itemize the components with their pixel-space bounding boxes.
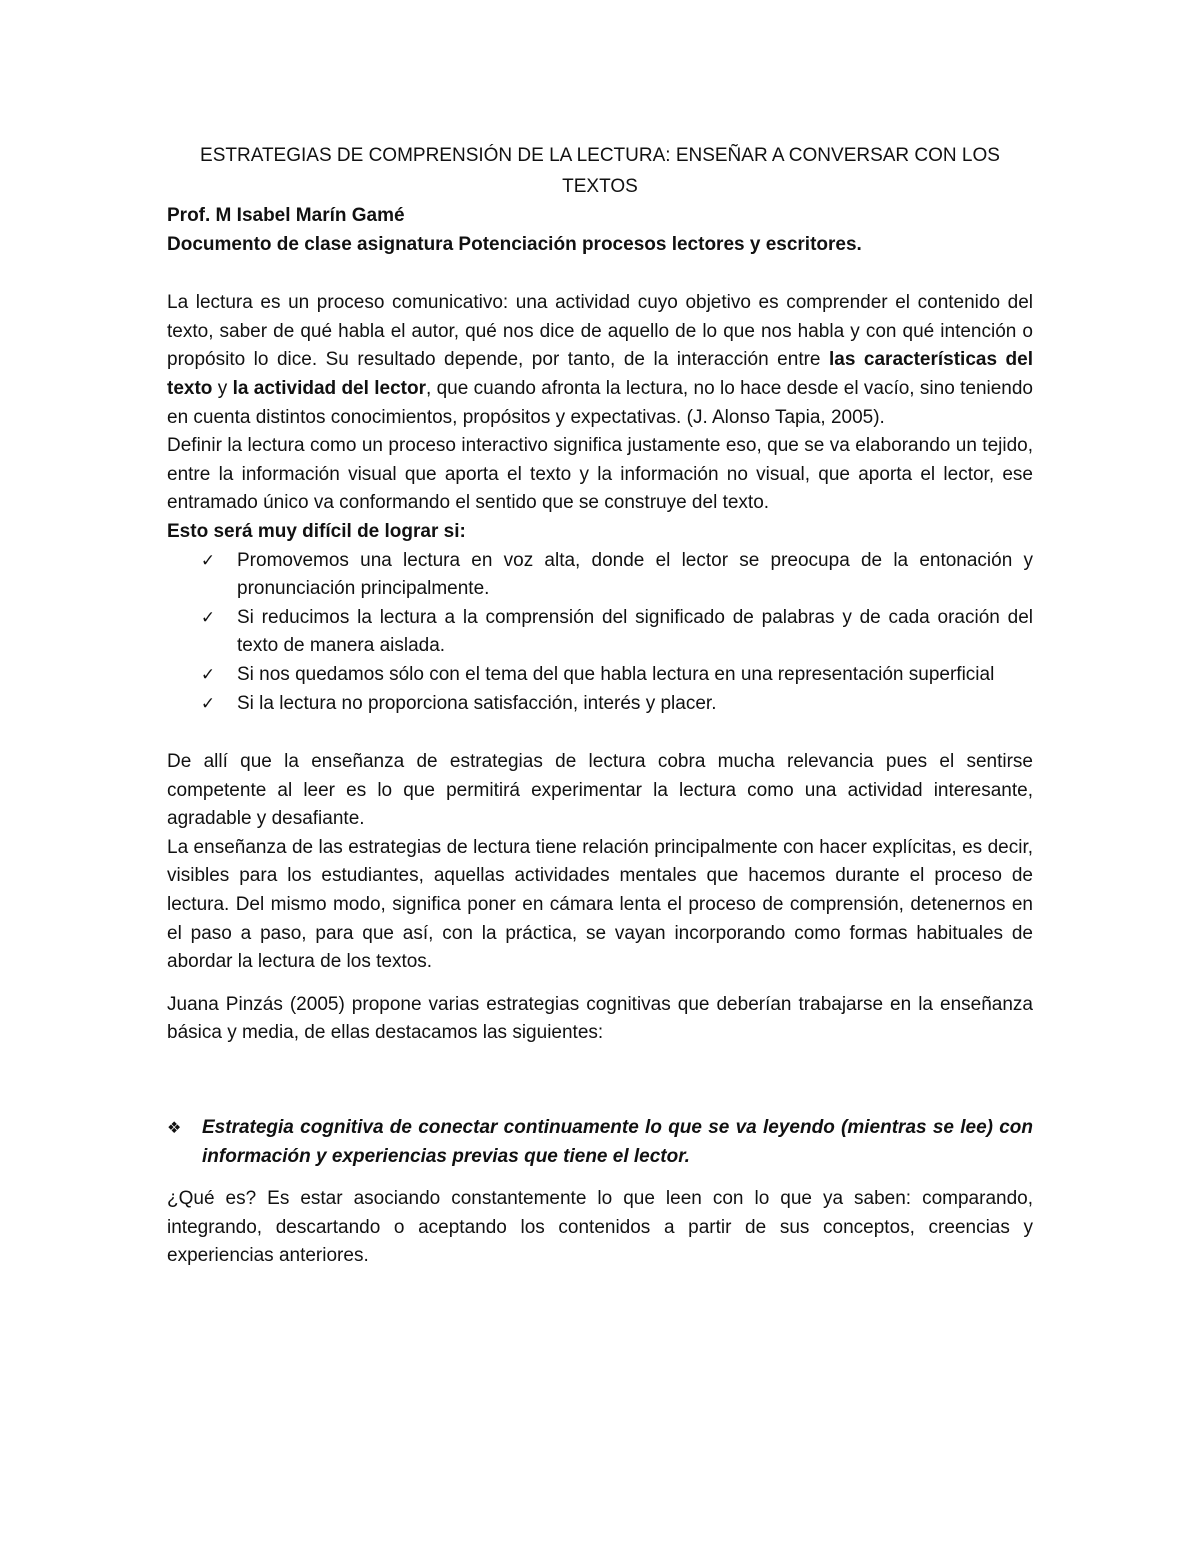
paragraph-teaching-strategies: La enseñanza de las estrategias de lectura tiene relación principalmente con hacer explícitas, es decir, visibles para los estudiantes, aquellas actividades mentales que hacemos durante el proceso de lectura. Del mismo modo, significa poner en cámara lenta el proceso de comprensión, detenernos en el paso a paso, para que así, con la práctica, se vayan incorporando como formas habituales de abordar la lectura de los textos. <box>167 836 1033 973</box>
author-line: Prof. M Isabel Marín Gamé <box>167 205 405 226</box>
paragraph-pinzas: Juana Pinzás (2005) propone varias estrategias cognitivas que deberían trabajarse en la enseñanza básica y media, de ellas destacamos las siguientes: <box>167 993 1033 1044</box>
document-title: ESTRATEGIAS DE COMPRENSIÓN DE LA LECTURA: ENSEÑAR A CONVERSAR CON LOS TEXTOS <box>200 145 1000 197</box>
check-icon: ✓ <box>200 664 216 685</box>
check-icon: ✓ <box>200 607 216 628</box>
emphasis-reader-activity: la actividad del lector <box>232 377 426 399</box>
paragraph-intro-text-a: La lectura es un proceso comunicativo: una actividad cuyo objetivo es comprender el contenido del texto, saber de qué habla el autor, qué nos dice de aquello de lo que nos habla y con qué intención o propósito lo dice. Su resultado depende, por tanto, de la interacción entre <box>167 292 1033 371</box>
checklist-item <box>167 661 1033 690</box>
checklist-item <box>167 690 1033 719</box>
paragraph-intro-text-b: y <box>212 377 233 399</box>
paragraph-relevance: De allí que la enseñanza de estrategias de lectura cobra mucha relevancia pues el sentirse competente al leer es lo que permitirá experimentar la lectura como una actividad interesante, agradable y desafiante. <box>167 751 1033 830</box>
checklist-item <box>167 547 1033 604</box>
paragraph-what-is: ¿Qué es? Es estar asociando constantemente lo que leen con lo que ya saben: comparando, integrando, descartando o aceptando los contenidos a partir de sus conceptos, creencias y experiencias anteriores. <box>167 1188 1033 1267</box>
document-subtitle: Documento de clase asignatura Potenciación procesos lectores y escritores. <box>167 233 862 255</box>
strategy-heading-text: Estrategia cognitiva de conectar continuamente lo que se va leyendo (mientras se lee) con información y experiencias previas que tiene el lector. <box>202 1117 1033 1167</box>
checklist-item <box>167 604 1033 661</box>
paragraph-intro <box>167 289 1033 432</box>
difficulty-checklist <box>167 547 1033 719</box>
checklist-item-text: Si reducimos la lectura a la comprensión del significado de palabras y de cada oración del texto de manera aislada. <box>237 606 1033 657</box>
document-body <box>167 140 1033 1271</box>
checklist-item-text: Si la lectura no proporciona satisfacción, interés y placer. <box>237 692 717 714</box>
paragraph-intro-text-c: , que cuando afronta la lectura, no lo hace desde el vacío, sino teniendo en cuenta distintos conocimientos, propósitos y expectativas. (J. Alonso Tapia, 2005). <box>167 377 1033 428</box>
checklist-item-text: Promovemos una lectura en voz alta, donde el lector se preocupa de la entonación y pronunciación principalmente. <box>237 549 1033 600</box>
check-icon: ✓ <box>200 550 216 571</box>
checklist-item-text: Si nos quedamos sólo con el tema del que habla lectura en una representación superficial <box>237 663 995 685</box>
difficulty-heading: Esto será muy difícil de lograr si: <box>167 520 466 542</box>
paragraph-interactive-definition: Definir la lectura como un proceso interactivo significa justamente eso, que se va elaborando un tejido, entre la información visual que aporta el texto y la información no visual, que aporta el lector, ese entramado único va conformando el sentido que se construye del texto. <box>167 435 1033 514</box>
emphasis-text-characteristics: las características del texto <box>167 349 1033 399</box>
strategy-heading <box>167 1114 1033 1171</box>
check-icon: ✓ <box>200 693 216 714</box>
four-diamond-icon: ❖ <box>167 1118 182 1138</box>
